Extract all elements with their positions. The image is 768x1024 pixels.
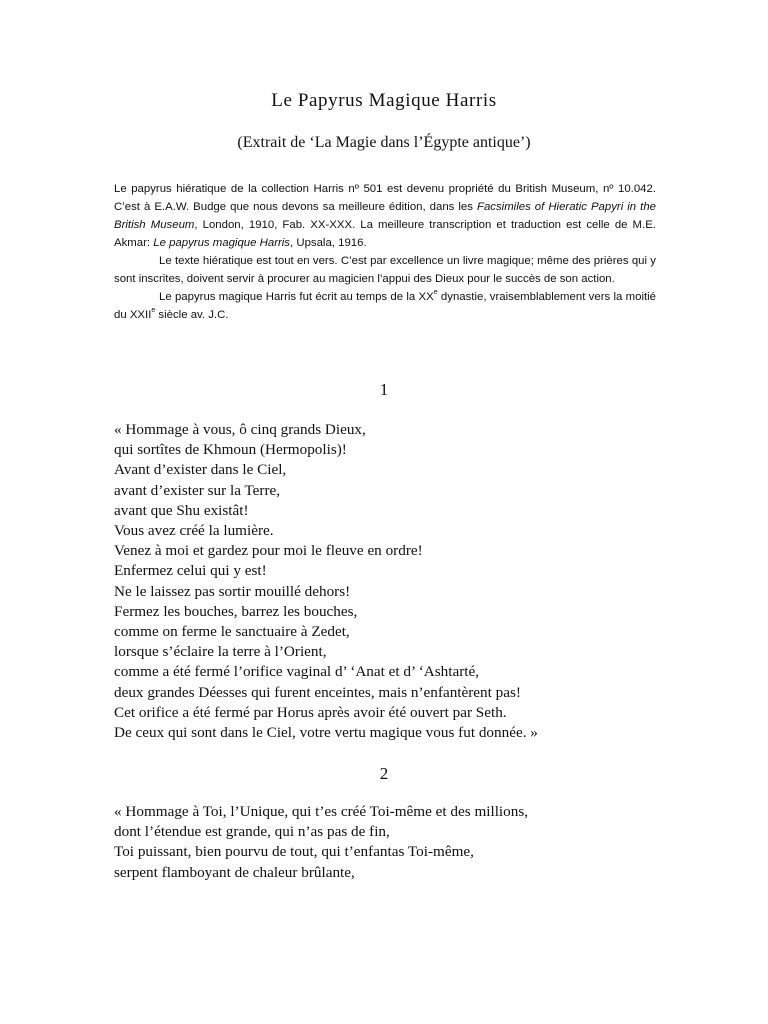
verse-line: De ceux qui sont dans le Ciel, votre vertu magique vous fut donnée. » (114, 724, 538, 742)
document-subtitle: (Extrait de ‘La Magie dans l’Égypte antique’) (237, 134, 531, 151)
verse-line: Venez à moi et gardez pour moi le fleuve en ordre! (114, 542, 423, 560)
verse-line: Avant d’exister dans le Ciel, (114, 461, 287, 479)
verse-block (114, 420, 734, 743)
intro-text: Le papyrus hiératique de la collection Harris nº 501 est devenu propriété du British Museum, nº 10.042. C’est à E.A.W. Budge que nous devons sa meilleure édition, dans les (114, 183, 656, 213)
verse-line: Ne le laissez pas sortir mouillé dehors! (114, 582, 351, 600)
verse-line: serpent flamboyant de chaleur brûlante, (114, 863, 355, 881)
verse-line: dont l’étendue est grande, qui n’as pas de fin, (114, 823, 390, 841)
verse-line: Cet orifice a été fermé par Horus après avoir été ouvert par Seth. (114, 703, 507, 721)
verse-line: Enfermez celui qui y est! (114, 562, 267, 580)
verse-line: Fermez les bouches, barrez les bouches, (114, 602, 358, 620)
section-number: 2 (379, 764, 389, 783)
intro-paragraph-3 (114, 288, 656, 324)
verse-line: lorsque s’éclaire la terre à l’Orient, (114, 643, 327, 661)
verse-line: deux grandes Déesses qui furent enceintes, mais n’enfantèrent pas! (114, 683, 521, 701)
document-title: Le Papyrus Magique Harris (271, 90, 497, 111)
verse-line: avant d’exister sur la Terre, (114, 481, 281, 499)
intro-text: , London, 1910, Fab. XX-XXX. La meilleure transcription et traduction est celle de M.E. Akmar: (114, 219, 656, 249)
superscript: e (151, 307, 156, 314)
section-number: 1 (379, 380, 389, 399)
intro-paragraph-1 (114, 180, 656, 252)
intro-text: dynastie, vraisemblablement vers la moitié du XXII (114, 291, 657, 321)
intro-text: siècle av. J.C. (155, 309, 229, 321)
verse-block (114, 802, 734, 883)
italic-title: Le papyrus magique Harris (153, 237, 291, 249)
verse-line: Toi puissant, bien pourvu de tout, qui t’enfantas Toi-même, (114, 843, 474, 861)
verse-line: Vous avez créé la lumière. (114, 522, 274, 540)
intro-paragraph-2: Le texte hiératique est tout en vers. C’est par excellence un livre magique; même des prières qui y sont inscrites, doivent servir à procurer au magicien l’appui des Dieux pour le succès de son action. (114, 255, 656, 285)
verse-line: avant que Shu existât! (114, 501, 249, 519)
superscript: e (433, 289, 438, 296)
verse-line: « Hommage à vous, ô cinq grands Dieux, (114, 421, 366, 438)
verse-line: qui sortîtes de Khmoun (Hermopolis)! (114, 441, 347, 459)
introduction (114, 180, 656, 324)
verse-line: « Hommage à Toi, l’Unique, qui t’es créé Toi-même et des millions, (114, 803, 529, 820)
intro-text: , Upsala, 1916. (290, 237, 367, 249)
intro-text: Le papyrus magique Harris fut écrit au temps de la XX (159, 291, 434, 303)
verse-line: comme on ferme le sanctuaire à Zedet, (114, 623, 350, 641)
verse-line: comme a été fermé l’orifice vaginal d’ ‘Anat et d’ ‘Ashtarté, (114, 663, 480, 681)
italic-title: Facsimiles of Hieratic Papyri in the British Museum (114, 201, 656, 231)
